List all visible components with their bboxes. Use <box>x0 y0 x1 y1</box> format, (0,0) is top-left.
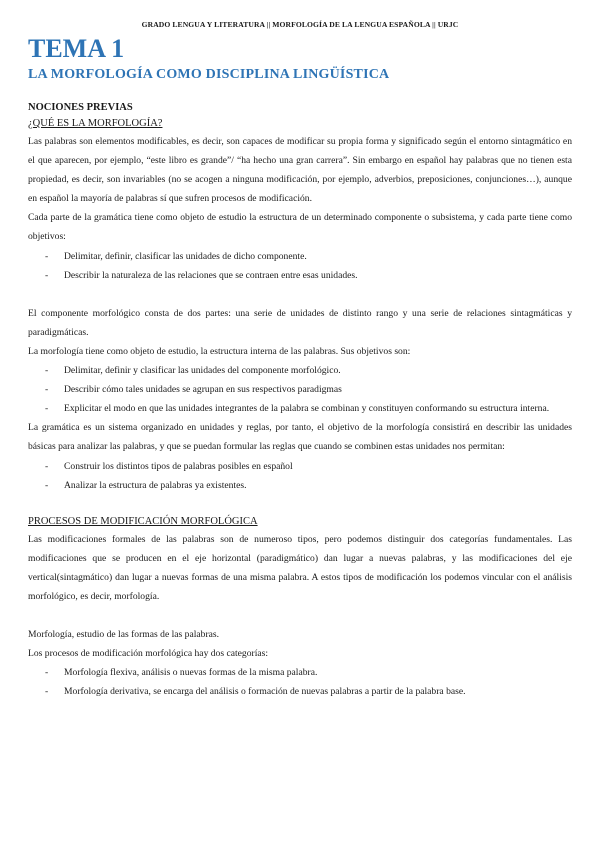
section-heading: NOCIONES PREVIAS <box>28 102 133 113</box>
list-item: - Explicitar el modo en que las unidades integrantes de la palabra se combinan y constituyen conformando su estructura interna. <box>28 399 572 418</box>
paragraph: La gramática es un sistema organizado en unidades y reglas, por tanto, el objetivo de la morfología consistirá en describir las unidades básicas para analizar las palabras, y que se puedan formular las reglas que cuando se combinen estas unidades nos permitan: <box>28 422 572 453</box>
blank-line <box>28 606 572 625</box>
paragraph: Las palabras son elementos modificables, es decir, son capaces de modificar su propia forma y significado según el entorno sintagmático en el que aparecen, por ejemplo, “este libro es grande”/ “ha hecho una gran carrera”. Sin embargo en español hay palabras que no tienen esta propiedad, es decir, son invariables (no se acogen a ninguna modificación, por ejemplo, adverbios, preposiciones, conjunciones…), aunque en español la mayoría de palabras sí que sufren procesos de modificación. <box>28 136 572 205</box>
paragraph: Cada parte de la gramática tiene como objeto de estudio la estructura de un determinado componente o subsistema, y cada parte tiene como objetivos: <box>28 212 572 243</box>
list-item: - Construir los distintos tipos de palabras posibles en español <box>28 457 572 476</box>
running-header: GRADO LENGUA Y LITERATURA || MORFOLOGÍA DE LA LENGUA ESPAÑOLA || URJC <box>141 20 459 29</box>
section-heading: PROCESOS DE MODIFICACIÓN MORFOLÓGICA <box>28 515 258 527</box>
subsection-heading: ¿QUÉ ES LA MORFOLOGÍA? <box>28 118 163 129</box>
list-item: - Describir cómo tales unidades se agrupan en sus respectivos paradigmas <box>28 380 572 399</box>
bullet-list <box>28 663 572 701</box>
blank-line <box>28 495 572 514</box>
paragraph: El componente morfológico consta de dos partes: una serie de unidades de distinto rango y una serie de relaciones sintagmáticas y paradigmáticas. <box>28 307 572 338</box>
bullet-list <box>28 361 572 418</box>
list-item: - Describir la naturaleza de las relaciones que se contraen entre esas unidades. <box>28 266 572 285</box>
paragraph: Los procesos de modificación morfológica hay dos categorías: <box>28 648 269 660</box>
bullet-list <box>28 457 572 495</box>
paragraph: Morfología, estudio de las formas de las palabras. <box>28 629 220 641</box>
section-nociones-previas <box>28 100 572 495</box>
paragraph: Las modificaciones formales de las palabras son de numeroso tipos, pero podemos distinguir dos categorías fundamentales. Las modificaciones que se producen en el eje horizontal (paradigmático) dan lugar a nuevas palabras, y las modificaciones del eje vertical(sintagmático) dan lugar a nuevas formas de una misma palabra. A estos tipos de modificación los podemos vincular con el análisis morfológico, es decir, morfología. <box>28 533 572 602</box>
list-item: - Analizar la estructura de palabras ya existentes. <box>28 476 572 495</box>
page-title: TEMA 1 <box>28 34 125 63</box>
page-subtitle: LA MORFOLOGÍA COMO DISCIPLINA LINGÜÍSTICA <box>28 67 390 82</box>
list-item: - Delimitar, definir, clasificar las unidades de dicho componente. <box>28 247 572 266</box>
list-item: - Morfología flexiva, análisis o nuevas formas de la misma palabra. <box>28 663 572 682</box>
bullet-list <box>28 247 572 285</box>
section-procesos-modificacion <box>28 514 572 702</box>
list-item: - Delimitar, definir y clasificar las unidades del componente morfológico. <box>28 361 572 380</box>
paragraph: La morfología tiene como objeto de estudio, la estructura interna de las palabras. Sus objetivos son: <box>28 345 411 357</box>
blank-line <box>28 285 572 304</box>
list-item: - Morfología derivativa, se encarga del análisis o formación de nuevas palabras a partir de la palabra base. <box>28 682 572 701</box>
